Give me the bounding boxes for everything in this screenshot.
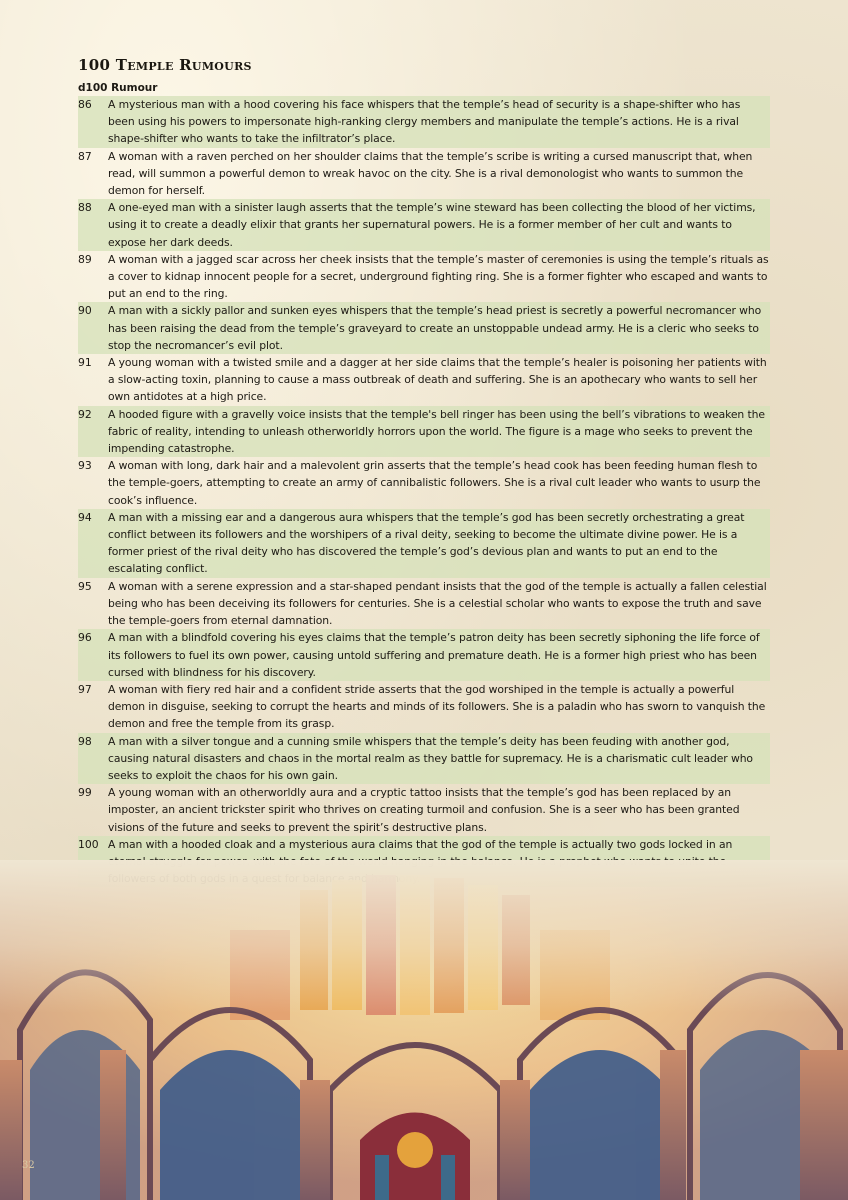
- rumour-row: [78, 148, 770, 200]
- rumour-text: A woman with a raven perched on her shoulder claims that the temple’s scribe is writing a cursed manuscript that, when read, will summon a powerful demon to wreak havoc on the city. She is a rival demonologist who wants to summon the demon for herself.: [108, 149, 753, 198]
- rumour-row: [78, 302, 770, 354]
- roll-number: 98: [78, 734, 92, 748]
- roll-number: 94: [78, 510, 92, 524]
- roll-number: 89: [78, 252, 92, 266]
- roll-number: 90: [78, 304, 92, 318]
- rumour-table: [78, 96, 770, 887]
- page-number: 32: [22, 1160, 35, 1171]
- rumour-row: [78, 406, 770, 458]
- roll-number: 87: [78, 149, 92, 163]
- rumour-row: [78, 733, 770, 785]
- rumour-row: [78, 251, 770, 303]
- rumour-row: [78, 96, 770, 148]
- roll-number: 91: [78, 356, 92, 370]
- roll-number: 88: [78, 201, 92, 215]
- roll-number: 100: [78, 837, 99, 851]
- roll-column-header: d100: [78, 82, 108, 94]
- roll-number: 99: [78, 786, 92, 800]
- rumour-row: [78, 784, 770, 836]
- rumour-text: A young woman with a twisted smile and a dagger at her side claims that the temple’s healer is poisoning her patients with a slow-acting toxin, planning to cause a mass outbreak of death and suffering. She is an apothecary who wants to sell her own antidotes at a high price.: [108, 356, 767, 404]
- rumour-text: A mysterious man with a hood covering his face whispers that the temple’s head of security is a shape-shifter who has been using his powers to impersonate high-ranking clergy members and manipulate the temple’s actions. He is a rival shape-shifter who wants to take the infiltrator’s place.: [108, 98, 741, 146]
- rumour-text: A woman with long, dark hair and a malevolent grin asserts that the temple’s head cook has been feeding human flesh to the temple-goers, attempting to create an army of cannibalistic followers. She is a rival cult leader who wants to usurp the cook’s influence.: [108, 459, 761, 507]
- rumour-column-header: Rumour: [111, 82, 158, 94]
- rumour-row: [78, 578, 770, 630]
- roll-number: 86: [78, 98, 92, 111]
- roll-number: 97: [78, 682, 92, 696]
- roll-number: 93: [78, 459, 92, 473]
- rumour-text: A woman with a serene expression and a star-shaped pendant insists that the god of the temple is actually a fallen celestial being who has been deceiving its followers for centuries. She is a celestial scholar who wants to expose the truth and save the temple-goers from eternal damnation.: [108, 579, 767, 628]
- rumour-text: A one-eyed man with a sinister laugh asserts that the temple’s wine steward has been collecting the blood of her victims, using it to create a deadly elixir that grants her supernatural powers. He is a former member of her cult and wants to expose her dark deeds.: [108, 201, 756, 249]
- rumour-text: A man with a missing ear and a dangerous aura whispers that the temple’s god has been secretly orchestrating a great conflict between its followers and the worshipers of a rival deity, seeking to become the ultimate divine power. He is a former priest of the rival deity who has discovered the temple’s god’s devious plan and wants to put an end to the escalating conflict.: [108, 510, 745, 576]
- rumour-row: [78, 681, 770, 733]
- roll-number: 95: [78, 579, 92, 593]
- roll-number: 96: [78, 631, 92, 645]
- rumour-row: [78, 457, 770, 509]
- rumour-text: A young woman with an otherworldly aura and a cryptic tattoo insists that the temple’s god has been replaced by an imposter, an ancient trickster spirit who thrives on creating turmoil and confusion. She is a seer who has been granted visions of the future and seeks to prevent the spirit’s destructive plans.: [108, 786, 740, 834]
- rumour-row: [78, 509, 770, 578]
- rumour-text: A woman with fiery red hair and a confident stride asserts that the god worshiped in the temple is actually a powerful demon in disguise, seeking to corrupt the hearts and minds of its followers. She is a paladin who has sworn to vanquish the demon and free the temple from its grasp.: [108, 682, 766, 731]
- rumour-row: [78, 629, 770, 681]
- rumour-text: A man with a sickly pallor and sunken eyes whispers that the temple’s head priest is secretly a powerful necromancer who has been raising the dead from the temple’s graveyard to create an unstoppable undead army. He is a cleric who seeks to stop the necromancer’s evil plot.: [108, 304, 762, 352]
- rumour-text: A woman with a jagged scar across her cheek insists that the temple’s master of ceremonies is using the temple’s rituals as a cover to kidnap innocent people for a secret, underground fighting ring. She is a former fighter who escaped and wants to put an end to the ring.: [108, 252, 769, 301]
- rumour-text: A man with a blindfold covering his eyes claims that the temple’s patron deity has been secretly siphoning the life force of its followers to fuel its own power, causing untold suffering and premature death. He is a former high priest who has been cursed with blindness for his discovery.: [108, 631, 760, 679]
- rumour-text: A man with a hooded cloak and a mysterious aura claims that the god of the temple is actually two gods locked in an: [108, 837, 733, 851]
- rumour-row: [78, 199, 770, 251]
- rumour-row: [78, 354, 770, 406]
- table-header: [78, 82, 157, 94]
- rumour-text: A hooded figure with a gravelly voice insists that the temple's bell ringer has been using the bell’s vibrations to weaken the fabric of reality, intending to unleash otherworldly horrors upon the world. The figure is a mage who seeks to prevent the impending catastrophe.: [108, 407, 765, 456]
- roll-number: 92: [78, 407, 92, 421]
- temple-interior-illustration: [0, 860, 848, 1200]
- rumour-text: A man with a silver tongue and a cunning smile whispers that the temple’s deity has been feuding with another god, causing natural disasters and chaos in the mortal realm as they battle for supremacy. He is a charismatic cult leader who seeks to exploit the chaos for his own gain.: [108, 734, 753, 782]
- section-title: 100 Temple Rumours: [78, 56, 252, 74]
